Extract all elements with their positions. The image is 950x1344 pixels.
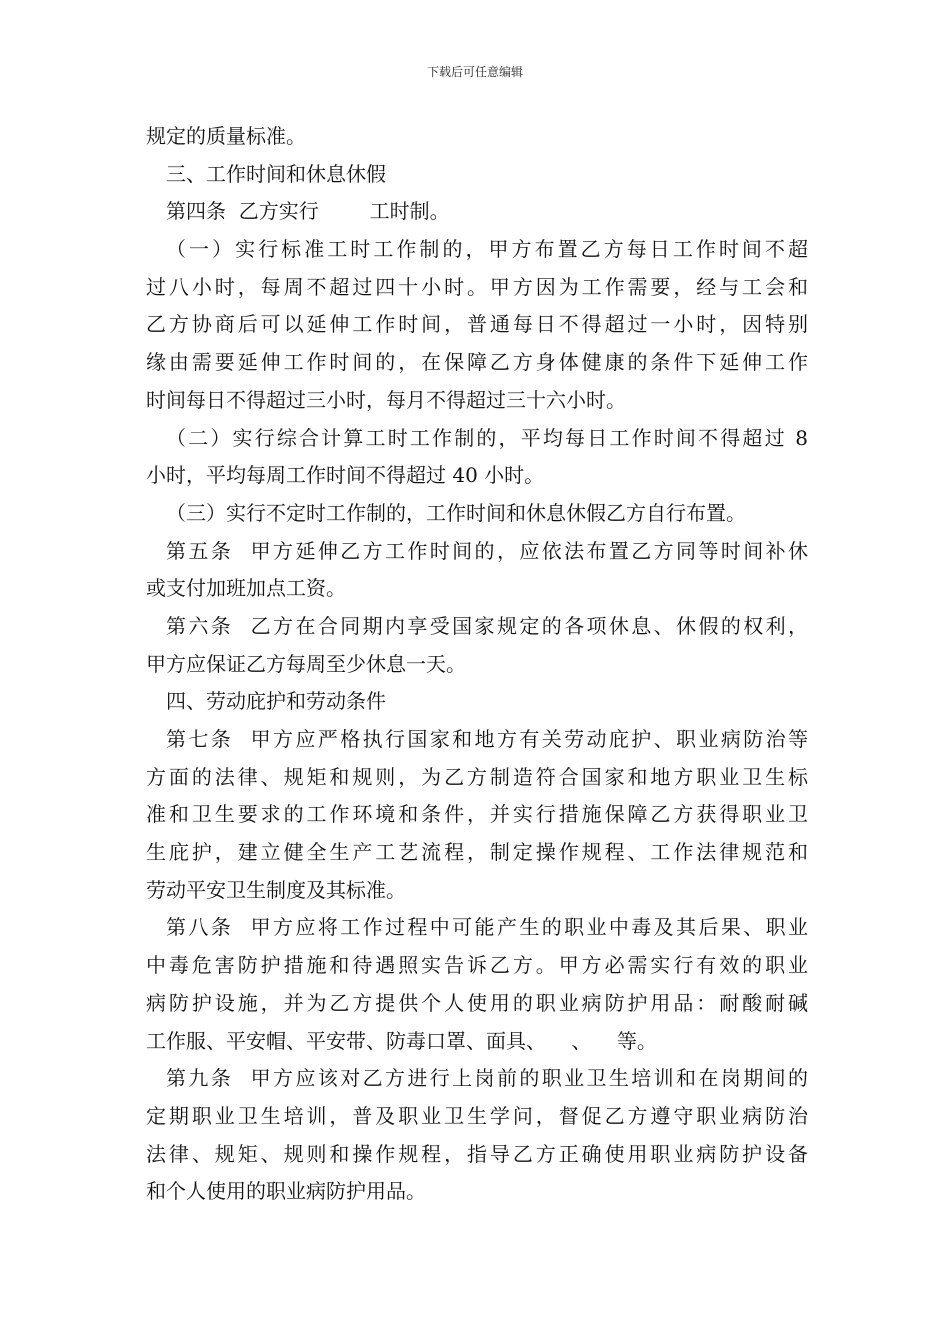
paragraph-line: 第六条 乙方在合同期内享受国家规定的各项休息、休假的权利， (166, 613, 808, 638)
paragraph-line: 方面的法律、规矩和规则，为乙方制造符合国家和地方职业卫生标 (146, 764, 808, 789)
paragraph-line: 工作服、平安帽、平安带、防毒口罩、面具、 、 等。 (146, 1028, 657, 1053)
page-header: 下载后可任意编辑 (426, 65, 523, 79)
paragraph-line: 三、工作时间和休息休假 (166, 161, 386, 186)
paragraph (146, 533, 808, 608)
paragraph (146, 118, 808, 156)
paragraph-line: 法律、规矩、规则和操作规程，指导乙方正确使用职业病防护设备 (146, 1141, 808, 1166)
paragraph-line: 四、劳动庇护和劳动条件 (166, 689, 386, 714)
paragraph (146, 608, 808, 683)
paragraph (146, 683, 808, 721)
paragraph-line: 小时，平均每周工作时间不得超过 40 小时。 (146, 463, 545, 488)
paragraph (146, 909, 808, 1060)
paragraph-line: 中毒危害防护措施和待遇照实告诉乙方。甲方必需实行有效的职业 (146, 953, 808, 978)
paragraph (146, 193, 808, 231)
paragraph-line: 定期职业卫生培训，普及职业卫生学问，督促乙方遵守职业病防治 (146, 1103, 808, 1128)
paragraph-line: 时间每日不得超过三小时，每月不得超过三十六小时。 (146, 387, 626, 412)
document-body (146, 118, 808, 1211)
paragraph-line: 第四条 乙方实行 工时制。 (166, 199, 450, 224)
paragraph-line: 第九条 甲方应该对乙方进行上岗前的职业卫生培训和在岗期间的 (166, 1066, 808, 1091)
paragraph-line: 劳动平安卫生制度及其标准。 (146, 877, 406, 902)
paragraph-line: 第五条 甲方延伸乙方工作时间的，应依法布置乙方同等时间补休 (166, 538, 808, 563)
paragraph (146, 156, 808, 194)
paragraph-line: 甲方应保证乙方每周至少休息一天。 (146, 651, 466, 676)
paragraph-line: 过八小时，每周不超过四十小时。甲方因为工作需要，经与工会和 (146, 274, 808, 299)
paragraph-line: （三）实行不定时工作制的，工作时间和休息休假乙方自行布置。 (166, 500, 746, 525)
paragraph (146, 231, 808, 419)
paragraph (146, 420, 808, 495)
paragraph-line: （二）实行综合计算工时工作制的，平均每日工作时间不得超过 8 (166, 425, 808, 450)
paragraph-line: 病防护设施，并为乙方提供个人使用的职业病防护用品：耐酸耐碱 (146, 990, 808, 1015)
paragraph-line: 第八条 甲方应将工作过程中可能产生的职业中毒及其后果、职业 (166, 915, 808, 940)
paragraph-line: 准和卫生要求的工作环境和条件，并实行措施保障乙方获得职业卫 (146, 802, 808, 827)
paragraph-line: （一）实行标准工时工作制的，甲方布置乙方每日工作时间不超 (166, 237, 808, 262)
paragraph (146, 721, 808, 909)
paragraph-line: 缘由需要延伸工作时间的，在保障乙方身体健康的条件下延伸工作 (146, 350, 808, 375)
paragraph-line: 或支付加班加点工资。 (146, 576, 346, 601)
paragraph-line: 生庇护，建立健全生产工艺流程，制定操作规程、工作法律规范和 (146, 840, 808, 865)
paragraph-line: 乙方协商后可以延伸工作时间，普通每日不得超过一小时，因特别 (146, 312, 808, 337)
paragraph-line: 规定的质量标准。 (146, 124, 306, 148)
paragraph-line: 第七条 甲方应严格执行国家和地方有关劳动庇护、职业病防治等 (166, 727, 808, 751)
paragraph-line: 和个人使用的职业病防护用品。 (146, 1179, 426, 1204)
paragraph (146, 1060, 808, 1211)
paragraph (146, 495, 808, 533)
